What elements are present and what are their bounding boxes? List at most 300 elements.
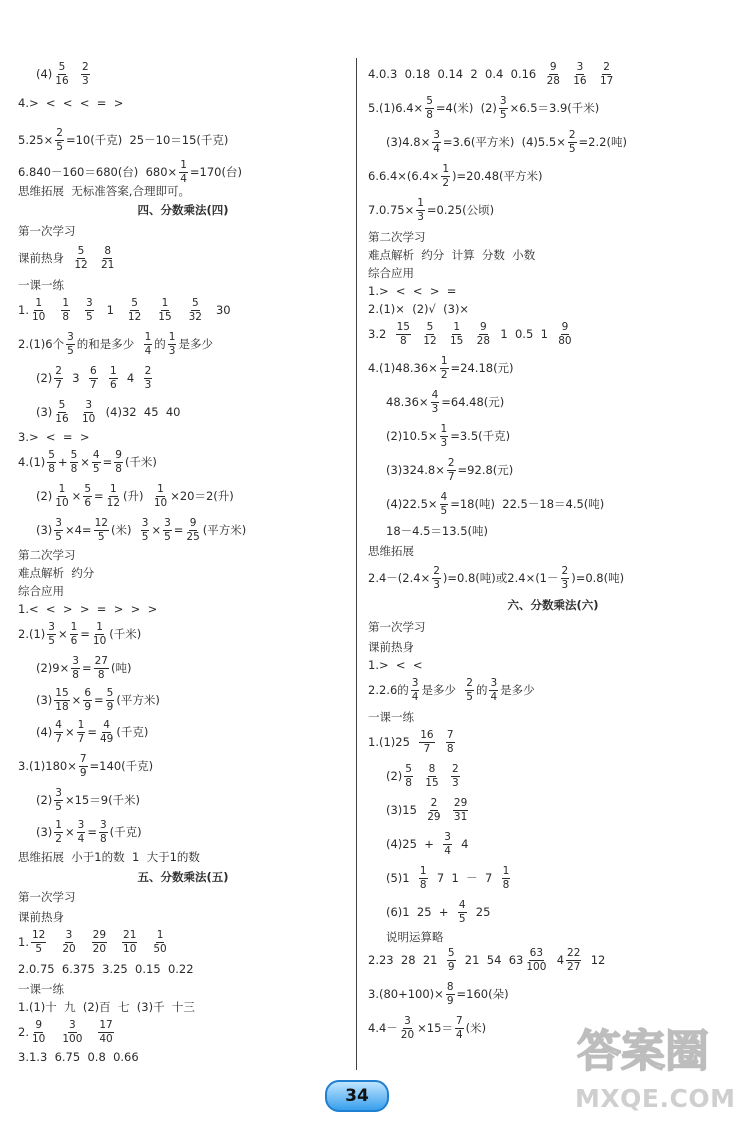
answer-text: 5.(1)6.4×: [368, 100, 424, 115]
numerator: 5: [58, 62, 67, 75]
answer-text: 1.(1)十 九 (2)百 七 (3)千 十三: [18, 1000, 195, 1014]
numerator: 4: [92, 450, 101, 463]
answer-line: [18, 586, 64, 598]
denominator: 6: [84, 497, 91, 510]
answer-text: [590, 67, 597, 81]
answer-text: [79, 935, 90, 949]
numerator: 1: [161, 298, 170, 311]
answer-text: 课前热身: [18, 910, 64, 924]
answer-line: [368, 130, 627, 155]
answer-text: (米): [110, 522, 139, 537]
answer-text: [413, 327, 420, 341]
numerator: 5: [58, 400, 67, 413]
answer-text: 是多少: [421, 682, 464, 697]
fraction: [449, 322, 464, 347]
fraction: [77, 720, 86, 745]
answer-line: [18, 912, 64, 924]
answer-text: [415, 769, 422, 783]
denominator: 49: [99, 733, 114, 746]
fraction: [54, 366, 63, 391]
denominator: 9: [106, 701, 114, 714]
column-divider: [356, 58, 357, 1070]
denominator: 4: [180, 173, 187, 186]
answer-text: +: [57, 454, 68, 469]
numerator: 8: [446, 982, 455, 995]
fraction: [61, 1020, 83, 1045]
numerator: 2: [451, 764, 460, 777]
fraction: [122, 930, 137, 955]
numerator: 4: [54, 720, 63, 733]
answer-line: [368, 982, 509, 1007]
answer-line: [368, 948, 605, 973]
answer-text: 第一次学习: [18, 224, 76, 238]
numerator: 5: [70, 450, 79, 463]
answer-text: =4(米) (2): [435, 100, 497, 115]
answer-line: [368, 730, 457, 755]
numerator: 29: [92, 930, 107, 943]
answer-line: [18, 280, 64, 292]
answer-line: [368, 96, 599, 121]
fraction: [153, 484, 168, 509]
answer-line: [18, 366, 154, 391]
answer-text: ×: [64, 824, 75, 839]
fraction: [92, 450, 101, 475]
answer-text: 3.1.3 6.75 0.8 0.66: [18, 1050, 139, 1064]
fraction: [83, 484, 92, 509]
answer-line: [368, 546, 414, 558]
answer-text: (升): [123, 488, 151, 503]
fraction: [568, 130, 577, 155]
answer-text: 3: [64, 370, 87, 385]
fraction: [431, 390, 440, 415]
fraction: [54, 720, 63, 745]
denominator: 7: [55, 733, 62, 746]
denominator: 18: [55, 701, 69, 714]
numerator: 2: [561, 566, 570, 579]
fraction: [94, 656, 109, 681]
fraction: [100, 246, 115, 271]
watermark-url: MXQE.COM: [575, 1084, 736, 1113]
answer-text: (4): [36, 724, 53, 739]
answer-line: [368, 492, 604, 517]
denominator: 7: [55, 379, 62, 392]
answer-line: [368, 798, 470, 823]
answer-line: [368, 390, 504, 415]
fraction: [400, 1016, 415, 1041]
denominator: 2: [55, 833, 62, 846]
answer-text: 4.(1): [18, 454, 46, 469]
denominator: 3: [451, 777, 459, 790]
answer-text: 18－4.5＝13.5(吨): [386, 524, 489, 538]
answer-text: =140(千克): [89, 758, 154, 773]
answer-text: (2)10.5×: [386, 428, 438, 443]
denominator: 8: [48, 463, 55, 476]
numerator: 1: [61, 298, 70, 311]
fraction: [396, 322, 411, 347]
answer-text: ×15＝: [417, 1020, 453, 1035]
numerator: 3: [499, 96, 508, 109]
denominator: 8: [405, 777, 412, 790]
answer-line: [368, 526, 488, 538]
numerator: 1: [168, 332, 177, 345]
numerator: 3: [66, 332, 75, 345]
answer-line: [368, 642, 414, 654]
numerator: 2: [568, 130, 577, 143]
numerator: 3: [77, 820, 86, 833]
answer-line: [18, 160, 242, 185]
answer-text: [444, 803, 451, 817]
answer-text: (3): [36, 522, 53, 537]
denominator: 16: [55, 75, 69, 88]
denominator: 32: [188, 311, 202, 324]
numerator: 2: [432, 566, 441, 579]
answer-text: 12: [583, 952, 606, 967]
answer-text: ×: [71, 488, 82, 503]
fraction: [141, 518, 150, 543]
fraction: [557, 322, 572, 347]
numerator: 21: [122, 930, 137, 943]
numerator: 8: [428, 764, 437, 777]
numerator: 5: [447, 948, 456, 961]
answer-text: [72, 405, 79, 419]
section-heading: [18, 205, 348, 217]
fraction: [54, 518, 63, 543]
answer-text: [109, 935, 120, 949]
answer-line: [18, 332, 213, 357]
numerator: 1: [109, 484, 118, 497]
numerator: 15: [396, 322, 411, 335]
denominator: 7: [89, 379, 97, 392]
denominator: 5: [48, 635, 55, 648]
answer-text: 第二次学习: [368, 230, 426, 244]
answer-text: =10(千克) 25－10＝15(千克): [65, 132, 229, 147]
answer-line: [18, 688, 160, 713]
answer-text: 7 1 － 7: [429, 870, 500, 885]
answer-text: (平方米): [116, 692, 160, 707]
numerator: 3: [489, 678, 498, 691]
fraction: [66, 332, 75, 357]
answer-text: (3): [36, 404, 53, 419]
fraction: [426, 798, 441, 823]
answer-text: 是多少: [178, 336, 213, 351]
fraction: [83, 688, 92, 713]
fraction: [476, 322, 491, 347]
answer-text: 2.23 28 21: [368, 952, 445, 967]
answer-line: [18, 432, 89, 444]
answer-text: =24.18(元): [450, 360, 514, 375]
numerator: 9: [549, 62, 558, 75]
answer-text: (平方米): [202, 522, 247, 537]
numerator: 5: [47, 450, 56, 463]
numerator: 1: [452, 322, 461, 335]
fraction: [99, 820, 108, 845]
answer-text: =: [81, 660, 92, 675]
answer-line: [368, 322, 575, 347]
denominator: 10: [153, 497, 168, 510]
numerator: 5: [404, 764, 413, 777]
denominator: 10: [31, 1033, 46, 1046]
answer-text: (4): [36, 66, 53, 81]
fraction: [447, 948, 456, 973]
answer-text: =: [87, 724, 97, 739]
answer-text: 5.25×: [18, 132, 54, 147]
fraction: [54, 788, 63, 813]
denominator: 10: [92, 635, 107, 648]
answer-text: 2.0.75 6.375 3.25 0.15 0.22: [18, 962, 194, 976]
denominator: 4: [444, 845, 451, 858]
answer-text: [175, 303, 186, 317]
answer-text: =160(朵): [456, 986, 509, 1001]
numerator: 7: [79, 754, 88, 767]
denominator: 8: [502, 879, 510, 892]
watermark: [575, 1022, 745, 1118]
answer-text: ×: [151, 522, 162, 537]
numerator: 5: [191, 298, 200, 311]
numerator: 1: [77, 720, 86, 733]
answer-line: [368, 866, 512, 891]
numerator: 1: [95, 622, 104, 635]
answer-text: 7.0.75×: [368, 202, 415, 217]
answer-text: 一课一练: [368, 710, 414, 724]
fraction: [31, 298, 46, 323]
answer-text: 思维拓展 小于1的数 1 大于1的数: [18, 850, 200, 864]
numerator: 1: [109, 366, 118, 379]
denominator: 10: [31, 311, 46, 324]
denominator: 9: [447, 961, 455, 974]
answer-text: )=0.8(吨)或2.4×(1－: [442, 570, 559, 585]
answer-text: =: [94, 692, 104, 707]
answer-text: ×: [64, 724, 75, 739]
fraction: [31, 1020, 46, 1045]
answer-line: [368, 286, 456, 298]
fraction: [157, 298, 172, 323]
answer-line: [368, 198, 494, 223]
numerator: 9: [561, 322, 570, 335]
answer-text: 3.(1)180×: [18, 758, 77, 773]
denominator: 6: [70, 635, 78, 648]
denominator: 8: [115, 463, 122, 476]
answer-text: [139, 935, 150, 949]
fraction: [47, 622, 56, 647]
answer-text: [100, 371, 107, 385]
answer-text: =0.25(公顷): [426, 202, 495, 217]
fraction: [71, 656, 80, 681]
answer-text: 综合应用: [368, 266, 414, 280]
answer-line: [18, 128, 228, 153]
answer-line: [18, 852, 200, 864]
answer-text: 的: [154, 336, 166, 351]
numerator: 1: [156, 930, 165, 943]
fraction: [163, 518, 172, 543]
numerator: 3: [68, 1020, 77, 1033]
numerator: 5: [426, 322, 435, 335]
fraction: [566, 948, 581, 973]
denominator: 16: [55, 413, 69, 426]
denominator: 2: [442, 177, 449, 190]
answer-text: =: [80, 626, 90, 641]
numerator: 5: [106, 688, 115, 701]
fraction: [114, 450, 123, 475]
denominator: 5: [67, 345, 74, 358]
numerator: 12: [31, 930, 46, 943]
numerator: 8: [103, 246, 112, 259]
answer-text: (3): [36, 824, 53, 839]
answer-text: 6.840－160＝680(台) 680×: [18, 164, 178, 179]
answer-line: [368, 712, 414, 724]
answer-line: [18, 622, 141, 647]
denominator: 27: [567, 961, 581, 974]
answer-text: 1.> < <: [368, 658, 423, 672]
fraction: [168, 332, 177, 357]
numerator: 2: [430, 798, 439, 811]
answer-text: (4)25 +: [386, 836, 442, 851]
fraction: [109, 366, 118, 391]
denominator: 5: [55, 801, 62, 814]
answer-text: 2.(1)6个: [18, 336, 65, 351]
denominator: 5: [56, 141, 63, 154]
denominator: 7: [423, 743, 431, 756]
answer-text: [466, 327, 473, 341]
fraction: [441, 164, 450, 189]
fraction: [419, 730, 434, 755]
answer-text: 3.> < = >: [18, 430, 90, 444]
fraction: [94, 518, 109, 543]
denominator: 5: [568, 143, 576, 156]
numerator: 1: [179, 160, 188, 173]
page-number: 34: [345, 1086, 369, 1106]
answer-text: [48, 1025, 59, 1039]
answer-text: 难点解析 约分 计算 分数 小数: [368, 248, 536, 262]
answer-line: [18, 484, 234, 509]
denominator: 2: [440, 369, 448, 382]
answer-text: 一课一练: [18, 982, 64, 996]
answer-text: ×: [71, 692, 82, 707]
fraction: [127, 298, 142, 323]
denominator: 12: [127, 311, 142, 324]
answer-text: (千米): [109, 626, 142, 641]
answer-line: [368, 356, 514, 381]
fraction: [440, 356, 449, 381]
fraction: [31, 930, 46, 955]
answer-text: =: [102, 454, 113, 469]
denominator: 12: [423, 335, 437, 348]
fraction: [73, 246, 88, 271]
answer-text: (4)32 45 40: [98, 404, 181, 419]
numerator: 2: [447, 458, 456, 471]
numerator: 3: [403, 1016, 412, 1029]
answer-text: 4.> < < < = >: [18, 96, 124, 110]
numerator: 6: [83, 688, 92, 701]
fraction: [443, 832, 452, 857]
denominator: 3: [433, 579, 440, 592]
answer-text: (4)22.5×: [386, 496, 438, 511]
fraction: [81, 62, 90, 87]
answer-line: [368, 268, 414, 280]
answer-line: [18, 450, 157, 475]
answer-text: 课前热身: [368, 640, 414, 654]
fraction: [572, 62, 587, 87]
answer-text: 4.0.3 0.18 0.14 2 0.4 0.16: [368, 66, 544, 81]
numerator: 4: [458, 900, 467, 913]
answer-text: 2.4－(2.4×: [368, 570, 431, 585]
denominator: 25: [186, 531, 200, 544]
answer-text: 第一次学习: [368, 620, 426, 634]
fraction: [502, 866, 511, 891]
answer-text: (2)9×: [36, 660, 70, 675]
fraction: [489, 678, 498, 703]
answer-line: [18, 1002, 195, 1014]
numerator: 3: [443, 832, 452, 845]
answer-text: [72, 303, 83, 317]
answer-text: 3.2: [368, 326, 394, 341]
answer-line: [18, 820, 142, 845]
denominator: 50: [153, 943, 167, 956]
answer-text: 1: [95, 302, 125, 317]
fraction: [92, 622, 107, 647]
answer-text: 课前热身: [18, 250, 72, 265]
answer-line: [368, 458, 513, 483]
answer-text: (千克): [109, 824, 142, 839]
numerator: 3: [84, 400, 93, 413]
denominator: 10: [81, 413, 96, 426]
fraction: [81, 400, 96, 425]
answer-text: (3)4.8×: [386, 134, 431, 149]
answer-text: 五、分数乘法(五): [137, 870, 229, 884]
numerator: 5: [77, 246, 86, 259]
answer-line: [18, 964, 194, 976]
numerator: 1: [156, 484, 165, 497]
numerator: 4: [102, 720, 111, 733]
numerator: 3: [163, 518, 172, 531]
denominator: 8: [62, 311, 70, 324]
denominator: 9: [79, 767, 87, 780]
answer-text: (3)324.8×: [386, 462, 445, 477]
answer-line: [368, 250, 535, 262]
denominator: 5: [35, 943, 43, 956]
denominator: 5: [92, 463, 100, 476]
answer-text: 综合应用: [18, 584, 64, 598]
fraction: [99, 720, 114, 745]
numerator: 5: [130, 298, 139, 311]
answer-line: [18, 720, 148, 745]
denominator: 4: [455, 1029, 463, 1042]
numerator: 15: [54, 688, 69, 701]
denominator: 3: [144, 379, 152, 392]
answer-text: (2): [36, 488, 53, 503]
answer-text: ×15＝9(千米): [64, 792, 141, 807]
numerator: 1: [502, 866, 511, 879]
denominator: 28: [546, 75, 560, 88]
answer-line: [368, 1016, 486, 1041]
answer-text: (吨): [110, 660, 132, 675]
fraction: [61, 930, 76, 955]
fraction: [70, 450, 79, 475]
fraction: [47, 450, 56, 475]
answer-line: [18, 186, 190, 198]
answer-text: )=0.8(吨): [571, 570, 625, 585]
fraction: [447, 458, 456, 483]
answer-text: [563, 67, 570, 81]
denominator: 5: [97, 531, 105, 544]
denominator: 3: [440, 437, 448, 450]
denominator: 4: [490, 691, 498, 704]
numerator: 9: [114, 450, 123, 463]
answer-text: 48.36×: [386, 394, 429, 409]
numerator: 9: [189, 518, 198, 531]
denominator: 4: [144, 345, 152, 358]
fraction: [561, 566, 570, 591]
denominator: 8: [72, 669, 79, 682]
